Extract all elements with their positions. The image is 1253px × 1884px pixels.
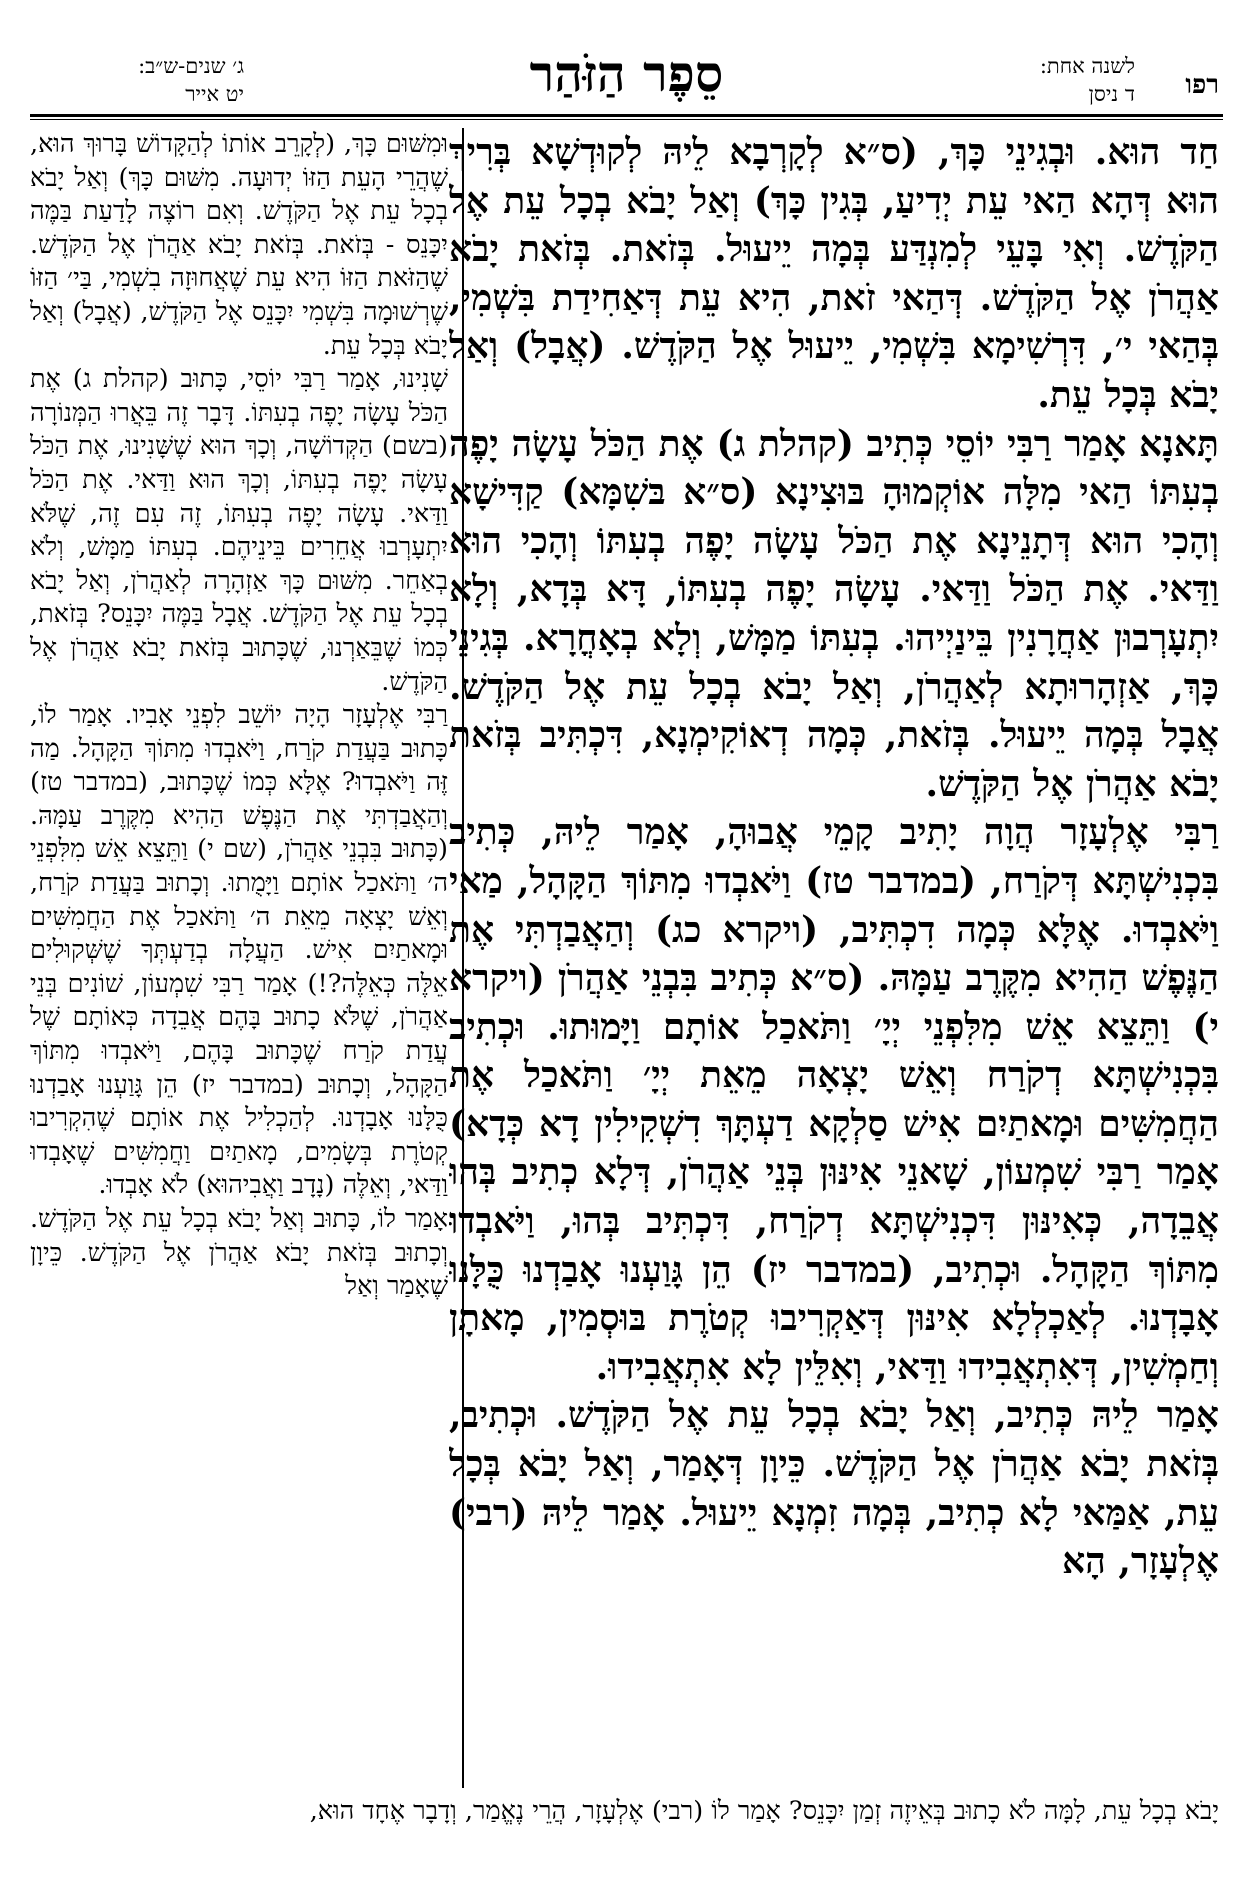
header-rule-thin	[30, 119, 1223, 120]
main-column	[449, 128, 1219, 1778]
main-paragraph-1: חַד הוּא. וּבְגִינֵי כָּךְ, (ס״א לְקָרְבָא לֵיהּ לְקוּדְשָׁא בְּרִיךְ הוּא דְּהָא הַאי עֵת יְדִיעַ, בְּגִין כָּךְ) וְאַל יָבֹא בְכָל עֵת אֶל הַקֹּדֶשׁ. וְאִי בָּעֵי לְמִנְדַּע בְּמָה יֵיעוּל. בְּזֹאת. בְּזֹאת יָבֹא אַהֲרֹן אֶל הַקֹּדֶשׁ. דְּהַאי זֹאת, הִיא עֵת דְּאַחִידַת בִּשְׁמִי, בְּהַאי י׳, דִּרְשִׁימָא בִּשְׁמִי, יֵיעוּל אֶל הַקֹּדֶשׁ. (אֲבָל) וְאַל יָבֹא בְּכָל עֵת.	[449, 131, 1219, 416]
header-right-block	[965, 52, 1135, 114]
column-divider	[462, 128, 464, 1788]
translation-paragraph-3: רַבִּי אֶלְעָזָר הָיָה יוֹשֵׁב לִפְנֵי אָבִיו. אָמַר לוֹ, כָּתוּב בַּעֲדַת קֹרַח, וַיֹּאבְדוּ מִתּוֹךְ הַקָּהָל. מַה זֶּה וַיֹּאבְדוּ? אֶלָּא כְּמוֹ שֶׁכָּתוּב, (במדבר טז) וְהַאֲבַדְתִּי אֶת הַנֶּפֶשׁ הַהִיא מִקֶּרֶב עַמָּהּ. (כָּתוּב בִּבְנֵי אַהֲרֹן, (שם י) וַתֵּצֵא אֵשׁ מִלִּפְנֵי ה׳ וַתֹּאכַל אוֹתָם וַיָּמֻתוּ. וְכָתוּב בַּעֲדַת קֹרַח, וְאֵשׁ יָצְאָה מֵאֵת ה׳ וַתֹּאכַל אֶת הַחֲמִשִּׁים וּמָאתַיִם אִישׁ. הַעֲלָה בְדַעְתְּךָ שֶׁשְּׁקוּלִים אֵלֶּה כְּאֵלֶּה?!) אָמַר רַבִּי שִׁמְעוֹן, שׁוֹנִים בְּנֵי אַהֲרֹן, שֶׁלֹּא כָתוּב בָּהֶם אֲבֵדָה כְּאוֹתָם שֶׁל עֲדַת קֹרַח שֶׁכָּתוּב בָּהֶם, וַיֹּאבְדוּ מִתּוֹךְ הַקָּהָל, וְכָתוּב (במדבר יז) הֵן גָּוַעְנוּ אָבַדְנוּ כֻּלָּנוּ אָבָדְנוּ. לְהַכְלִיל אֶת אוֹתָם שֶׁהִקְרִיבוּ קְטֹרֶת בְּשָׂמִים, מָאתַיִם וַחֲמִשִּׁים שֶׁאָבְדוּ וַדַּאי, וְאֵלֶּה (נָדָב וַאֲבִיהוּא) לֹא אָבְדוּ.	[30, 700, 448, 1201]
translation-column	[30, 128, 448, 1778]
page-title: סֵפֶר הַזֹּהַר	[529, 44, 724, 103]
header-right-line1: לשנה אחת:	[1039, 54, 1135, 78]
translation-paragraph-1: וּמִשּׁוּם כָּךְ, (לְקָרֵב אוֹתוֹ לְהַקָּדוֹשׁ בָּרוּךְ הוּא, שֶׁהֲרֵי הָעֵת הַזּוֹ יְדוּעָה. מִשּׁוּם כָּךְ) וְאַל יָבֹא בְכָל עֵת אֶל הַקֹּדֶשׁ. וְאִם רוֹצֶה לָדַעַת בַּמֶּה יִכָּנֵס - בְּזֹאת. בְּזֹאת יָבֹא אַהֲרֹן אֶל הַקֹּדֶשׁ. שֶׁהַזֹּאת הַזּוֹ הִיא עֵת שֶׁאֲחוּזָה בִשְׁמִי, בַּי׳ הַזּוֹ שֶׁרְשׁוּמָה בִּשְׁמִי יִכָּנֵס אֶל הַקֹּדֶשׁ, (אֲבָל) וְאַל יָבֹא בְּכָל עֵת.	[30, 129, 448, 361]
main-paragraph-2: תָּאנָא אָמַר רַבִּי יוֹסֵי כְּתִיב (קהלת ג) אֶת הַכֹּל עָשָׂה יָפֶה בְעִתּוֹ הַאי מִלָּה אוֹקְמוּהָ בּוּצִינָא (ס״א בּשִׁמָּא) קַדִּישָׁא וְהָכִי הוּא דְּתָנֵינָא אֶת הַכֹּל עָשָׂה יָפֶה בְעִתּוֹ וְהָכִי הוּא וַדַּאי. אֶת הַכֹּל וַדַּאי. עָשָׂה יָפֶה בְעִתּוֹ, דָּא בְּדָא, וְלָא יִתְעָרְבוּן אַחֲרָנִין בֵּינַיְיהוּ. בְעִתּוֹ מַמָּשׁ, וְלָא בְאָחֳרָא. בְּגִינֵי כָּךְ, אַזְהָרוּתָא לְאַהֲרֹן, וְאַל יָבֹא בְכָל עֵת אֶל הַקֹּדֶשׁ. אֲבָל בְּמָה יֵיעוּל. בְּזֹאת, כְּמָה דְאוֹקִימְנָא, דִּכְתִּיב בְּזֹאת יָבֹא אַהֲרֹן אֶל הַקֹּדֶשׁ.	[449, 422, 1219, 805]
translation-paragraph-2: שָׁנִינוּ, אָמַר רַבִּי יוֹסֵי, כָּתוּב (קהלת ג) אֶת הַכֹּל עָשָׂה יָפֶה בְעִתּוֹ. דָּבָר זֶה בֵּאֲרוּ הַמְּנוֹרָה (בשם) הַקְּדוֹשָׁה, וְכָךְ הוּא שֶׁשָּׁנִינוּ, אֶת הַכֹּל עָשָׂה יָפֶה בְעִתּוֹ, וְכָךְ הוּא וַדַּאי. אֶת הַכֹּל וַדַּאי. עָשָׂה יָפֶה בְעִתּוֹ, זֶה עִם זֶה, שֶׁלֹּא יִתְעָרְבוּ אֲחֵרִים בֵּינֵיהֶם. בְעִתּוֹ מַמָּשׁ, וְלֹא בְאַחֵר. מִשּׁוּם כָּךְ אַזְהָרָה לְאַהֲרֹן, וְאַל יָבֹא בְכָל עֵת אֶל הַקֹּדֶשׁ. אֲבָל בַּמֶּה יִכָּנֵס? בְּזֹאת, כְּמוֹ שֶׁבֵּאַרְנוּ, שֶׁכָּתוּב בְּזֹאת יָבֹא אַהֲרֹן אֶל הַקֹּדֶשׁ.	[30, 364, 448, 697]
translation-paragraph-4: אָמַר לוֹ, כָּתוּב וְאַל יָבֹא בְכָל עֵת אֶל הַקֹּדֶשׁ. וְכָתוּב בְּזֹאת יָבֹא אַהֲרֹן אֶל הַקֹּדֶשׁ. כֵּיוָן שֶׁאָמַר וְאַל	[30, 1204, 448, 1302]
main-paragraph-4: אָמַר לֵיהּ כְּתִיב, וְאַל יָבֹא בְכָל עֵת אֶל הַקֹּדֶשׁ. וּכְתִיב, בְּזֹאת יָבֹא אַהֲרֹן אֶל הַקֹּדֶשׁ. כֵּיוָן דְּאָמַר, וְאַל יָבֹא בְּכָל עֵת, אַמַּאי לָא כְתִיב, בְּמָה זִמְנָא יֵיעוּל. אָמַר לֵיהּ (רבי) אֶלְעָזָר, הָא	[449, 1394, 1219, 1583]
header-right-line2: ד ניסן	[1088, 82, 1135, 106]
page-number: רפו	[1185, 70, 1219, 99]
header-left-line1: ג׳ שנים-ש״ב:	[138, 54, 244, 78]
header-rule	[30, 114, 1223, 117]
header-left-block	[44, 52, 244, 114]
bottom-continuation-line: יָבֹא בְכָל עֵת, לָמָּה לֹא כָתוּב בְּאֵיזֶה זְמַן יִכָּנֵס? אָמַר לוֹ (רבי) אֶלְעָזָר, הֲרֵי נֶאֱמַר, וְדָבָר אֶחָד הוּא,	[309, 1796, 1219, 1826]
main-paragraph-3: רַבִּי אֶלְעָזָר הֲוָה יָתִיב קָמֵי אֲבוּהָ, אָמַר לֵיהּ, כְּתִיב בִּכְנִישְׁתָּא דְּקֹרַח, (במדבר טז) וַיֹּאבְדוּ מִתּוֹךְ הַקָּהָל, מַאי וַיֹּאבְדוּ. אֶלָּא כְּמָה דִכְתִּיב, (ויקרא כג) וְהַאֲבַדְתִּי אֶת הַנֶּפֶשׁ הַהִיא מִקֶּרֶב עַמָּהּ. (ס״א כְּתִיב בִּבְנֵי אַהֲרֹן (ויקרא י) וַתֵּצֵא אֵשׁ מִלִּפְנֵי יְיָ׳ וַתֹּאכַל אוֹתָם וַיָּמוּתוּ. וּכְתִיב בִּכְנִישְׁתָּא דְקֹרַח וְאֵשׁ יָצְאָה מֵאֵת יְיָ׳ וַתֹּאכַל אֶת הַחֲמִשִּׁים וּמָאתַיִם אִישׁ סַלְקָא דַעְתָּךְ דִשְׁקִילִין דָא כְּדָא) אָמַר רַבִּי שִׁמְעוֹן, שָׁאנֵי אִינּוּן בְּנֵי אַהֲרֹן, דְּלָא כְתִיב בְּהוּ אֲבֵדָה, כְּאִינּוּן דִּכְנִישְׁתָּא דְקֹרַח, דִּכְתִּיב בְּהוּ, וַיֹּאבְדוּ מִתּוֹךְ הַקָּהָל. וּכְתִיב, (במדבר יז) הֵן גָּוַעְנוּ אָבַדְנוּ כֻּלָּנוּ אָבָדְנוּ. לְאַכְלְלָא אִינּוּן דְּאַקְרִיבוּ קְטֹרֶת בּוּסְמִין, מָאתָן וְחַמְשִׁין, דְּאִתְאֲבִידוּ וַדַּאי, וְאִלֵּין לָא אִתְאֲבִידוּ.	[449, 811, 1219, 1388]
header-left-line2: יט אייר	[185, 82, 244, 106]
